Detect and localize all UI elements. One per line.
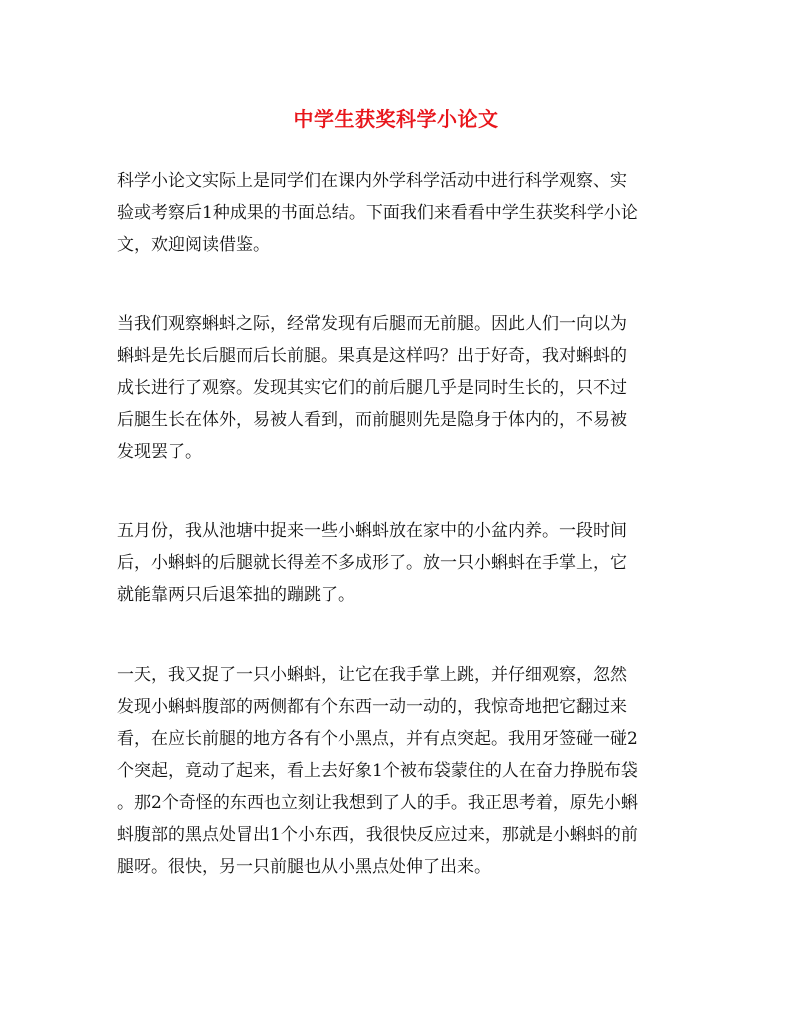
paragraph-discovery <box>117 659 675 883</box>
text-line: 。那2个奇怪的东西也立刻让我想到了人的手。我正思考着，原先小蝌 <box>117 793 638 813</box>
text-line: 腿呀。很快，另一只前腿也从小黑点处伸了出来。 <box>117 857 491 877</box>
text-line: 后，小蝌蚪的后腿就长得差不多成形了。放一只小蝌蚪在手掌上，它 <box>117 553 627 573</box>
text-line: 五月份，我从池塘中捉来一些小蝌蚪放在家中的小盆内养。一段时间 <box>117 521 627 541</box>
text-line: 验或考察后1种成果的书面总结。下面我们来看看中学生获奖科学小论 <box>117 203 638 223</box>
text-line: 发现罢了。 <box>117 442 202 462</box>
text-line: 发现小蝌蚪腹部的两侧都有个东西一动一动的，我惊奇地把它翻过来 <box>117 697 627 717</box>
text-line: 后腿生长在体外，易被人看到，而前腿则先是隐身于体内的，不易被 <box>117 410 627 430</box>
paragraph-intro <box>117 165 675 261</box>
text-line: 一天，我又捉了一只小蝌蚪，让它在我手掌上跳，并仔细观察，忽然 <box>117 665 627 685</box>
text-line: 个突起，竟动了起来，看上去好象1个被布袋蒙住的人在奋力挣脱布袋 <box>117 761 638 781</box>
text-line: 看，在应长前腿的地方各有个小黑点，并有点突起。我用牙签碰一碰2 <box>117 729 638 749</box>
text-line: 当我们观察蝌蚪之际，经常发现有后腿而无前腿。因此人们一向以为 <box>117 314 627 334</box>
paragraph-may <box>117 515 675 611</box>
text-line: 科学小论文实际上是同学们在课内外学科学活动中进行科学观察、实 <box>117 171 627 191</box>
text-line: 就能靠两只后退笨拙的蹦跳了。 <box>117 585 355 605</box>
document-title: 中学生获奖科学小论文 <box>293 107 499 132</box>
text-line: 文，欢迎阅读借鉴。 <box>117 235 270 255</box>
paragraph-observation <box>117 308 675 468</box>
text-line: 蚪腹部的黑点处冒出1个小东西，我很快反应过来，那就是小蝌蚪的前 <box>117 825 638 845</box>
text-line: 蝌蚪是先长后腿而后长前腿。果真是这样吗？出于好奇，我对蝌蚪的 <box>117 346 627 366</box>
text-line: 成长进行了观察。发现其实它们的前后腿几乎是同时生长的，只不过 <box>117 378 627 398</box>
